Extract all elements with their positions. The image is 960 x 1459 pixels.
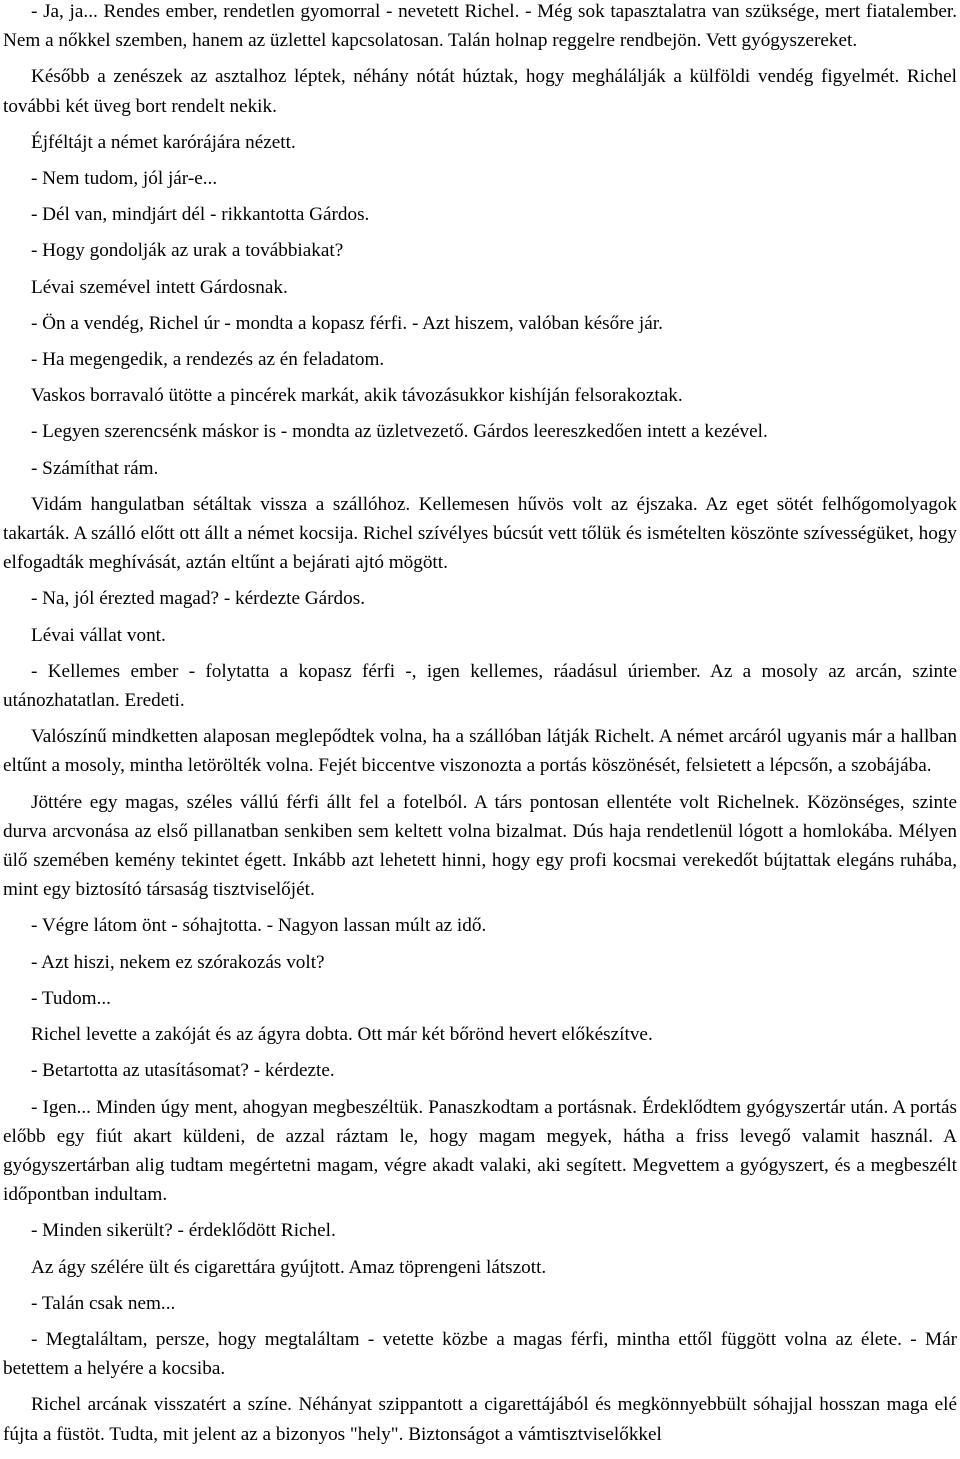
paragraph: - Legyen szerencsénk máskor is - mondta az üzletvezető. Gárdos leereszkedően intett a kezével. [31, 421, 768, 443]
document-page [3, 0, 957, 1456]
paragraph: Valószínű mindketten alaposan meglepődtek volna, ha a szállóban látják Richelt. A német arcáról ugyanis már a hallban eltűnt a mosoly, mintha letörölték volna. Fejét biccentve viszonozta a portás köszönését, felsietett a lépcsőn, a szobájába. [3, 726, 957, 777]
paragraph: - Betartotta az utasításomat? - kérdezte. [31, 1060, 335, 1082]
paragraph: - Talán csak nem... [31, 1292, 176, 1314]
paragraph: - Kellemes ember - folytatta a kopasz férfi -, igen kellemes, ráadásul úriember. Az a mosoly az arcán, szinte utánozhatatlan. Eredeti. [3, 660, 957, 712]
paragraph: - Igen... Minden úgy ment, ahogyan megbeszéltük. Panaszkodtam a portásnak. Érdeklődtem gyógyszertár után. A portás előbb egy fiút akart küldeni, de azzal ráztam le, hogy magam megyek, hátha a friss levegő valamit használ. A gyógyszertárban alig tudtam megértetni magam, végre akadt valaki, aki segített. Megvettem a gyógyszert, és a megbeszélt időpontban indultam. [3, 1096, 957, 1206]
paragraph: - Ja, ja... Rendes ember, rendetlen gyomorral - nevetett Richel. - Még sok tapasztalatra van szüksége, mert fiatalember. Nem a nőkkel szemben, hanem az üzlettel kapcsolatosan. Talán holnap reggelre rendbejön. Vett gyógyszereket. [3, 1, 957, 52]
paragraph: Jöttére egy magas, széles vállú férfi állt fel a fotelból. A társ pontosan ellentéte volt Richelnek. Közönséges, szinte durva arcvonása az első pillanatban senkiben sem keltett volna bizalmat. Dús haja rendetlenül lógott a homlokába. Mélyen ülő szemében kemény tekintet égett. Inkább azt lehetett hinni, hogy egy profi kocsmai verekedőt bújtattak elegáns ruhába, mint egy biztosító társaság tisztviselőjét. [3, 791, 957, 901]
paragraph: Richel levette a zakóját és az ágyra dobta. Ott már két bőrönd hevert előkészítve. [31, 1024, 653, 1046]
paragraph: - Dél van, mindjárt dél - rikkantotta Gárdos. [31, 204, 370, 226]
paragraph: - Minden sikerült? - érdeklődött Richel. [31, 1220, 336, 1242]
paragraph: - Megtaláltam, persze, hogy megtaláltam - vetette közbe a magas férfi, mintha ettől függött volna az élete. - Már betettem a helyére a kocsiba. [3, 1328, 957, 1380]
paragraph: - Számíthat rám. [31, 457, 159, 479]
paragraph: - Na, jól érezted magad? - kérdezte Gárdos. [31, 588, 366, 610]
paragraph: - Nem tudom, jól jár-e... [31, 168, 218, 190]
paragraph: Éjféltájt a német karórájára nézett. [31, 131, 296, 153]
paragraph: Lévai szemével intett Gárdosnak. [31, 276, 288, 298]
paragraph: Az ágy szélére ült és cigarettára gyújtott. Amaz töprengeni látszott. [31, 1256, 547, 1278]
paragraph: Vaskos borravaló ütötte a pincérek markát, akik távozásukkor kishíján felsorakoztak. [31, 385, 683, 407]
paragraph: Vidám hangulatban sétáltak vissza a szállóhoz. Kellemesen hűvös volt az éjszaka. Az eget sötét felhőgomolyagok takarták. A szálló előtt ott állt a német kocsija. Richel szívélyes búcsút vett tőlük és ismételten köszönte szívességüket, hogy elfogadták meghívását, aztán eltűnt a bejárati ajtó mögött. [3, 493, 957, 574]
paragraph: - Ön a vendég, Richel úr - mondta a kopasz férfi. - Azt hiszem, valóban későre jár. [31, 312, 663, 334]
paragraph: Lévai vállat vont. [31, 624, 166, 646]
paragraph: - Hogy gondolják az urak a továbbiakat? [31, 240, 344, 262]
paragraph: - Végre látom önt - sóhajtotta. - Nagyon lassan múlt az idő. [31, 915, 487, 937]
paragraph: Richel arcának visszatért a színe. Néhányat szippantott a cigarettájából és megkönnyebbült sóhajjal hosszan maga elé fújta a füstöt. Tudta, mit jelent az a bizonyos "hely". Biztonságot a vámtisztviselőkkel [3, 1394, 957, 1445]
paragraph: - Tudom... [31, 987, 111, 1009]
paragraph: - Ha megengedik, a rendezés az én feladatom. [31, 349, 385, 371]
paragraph: Később a zenészek az asztalhoz léptek, néhány nótát húztak, hogy meghálálják a külföldi vendég figyelmét. Richel további két üveg bort rendelt nekik. [3, 66, 957, 117]
paragraph: - Azt hiszi, nekem ez szórakozás volt? [31, 951, 325, 973]
